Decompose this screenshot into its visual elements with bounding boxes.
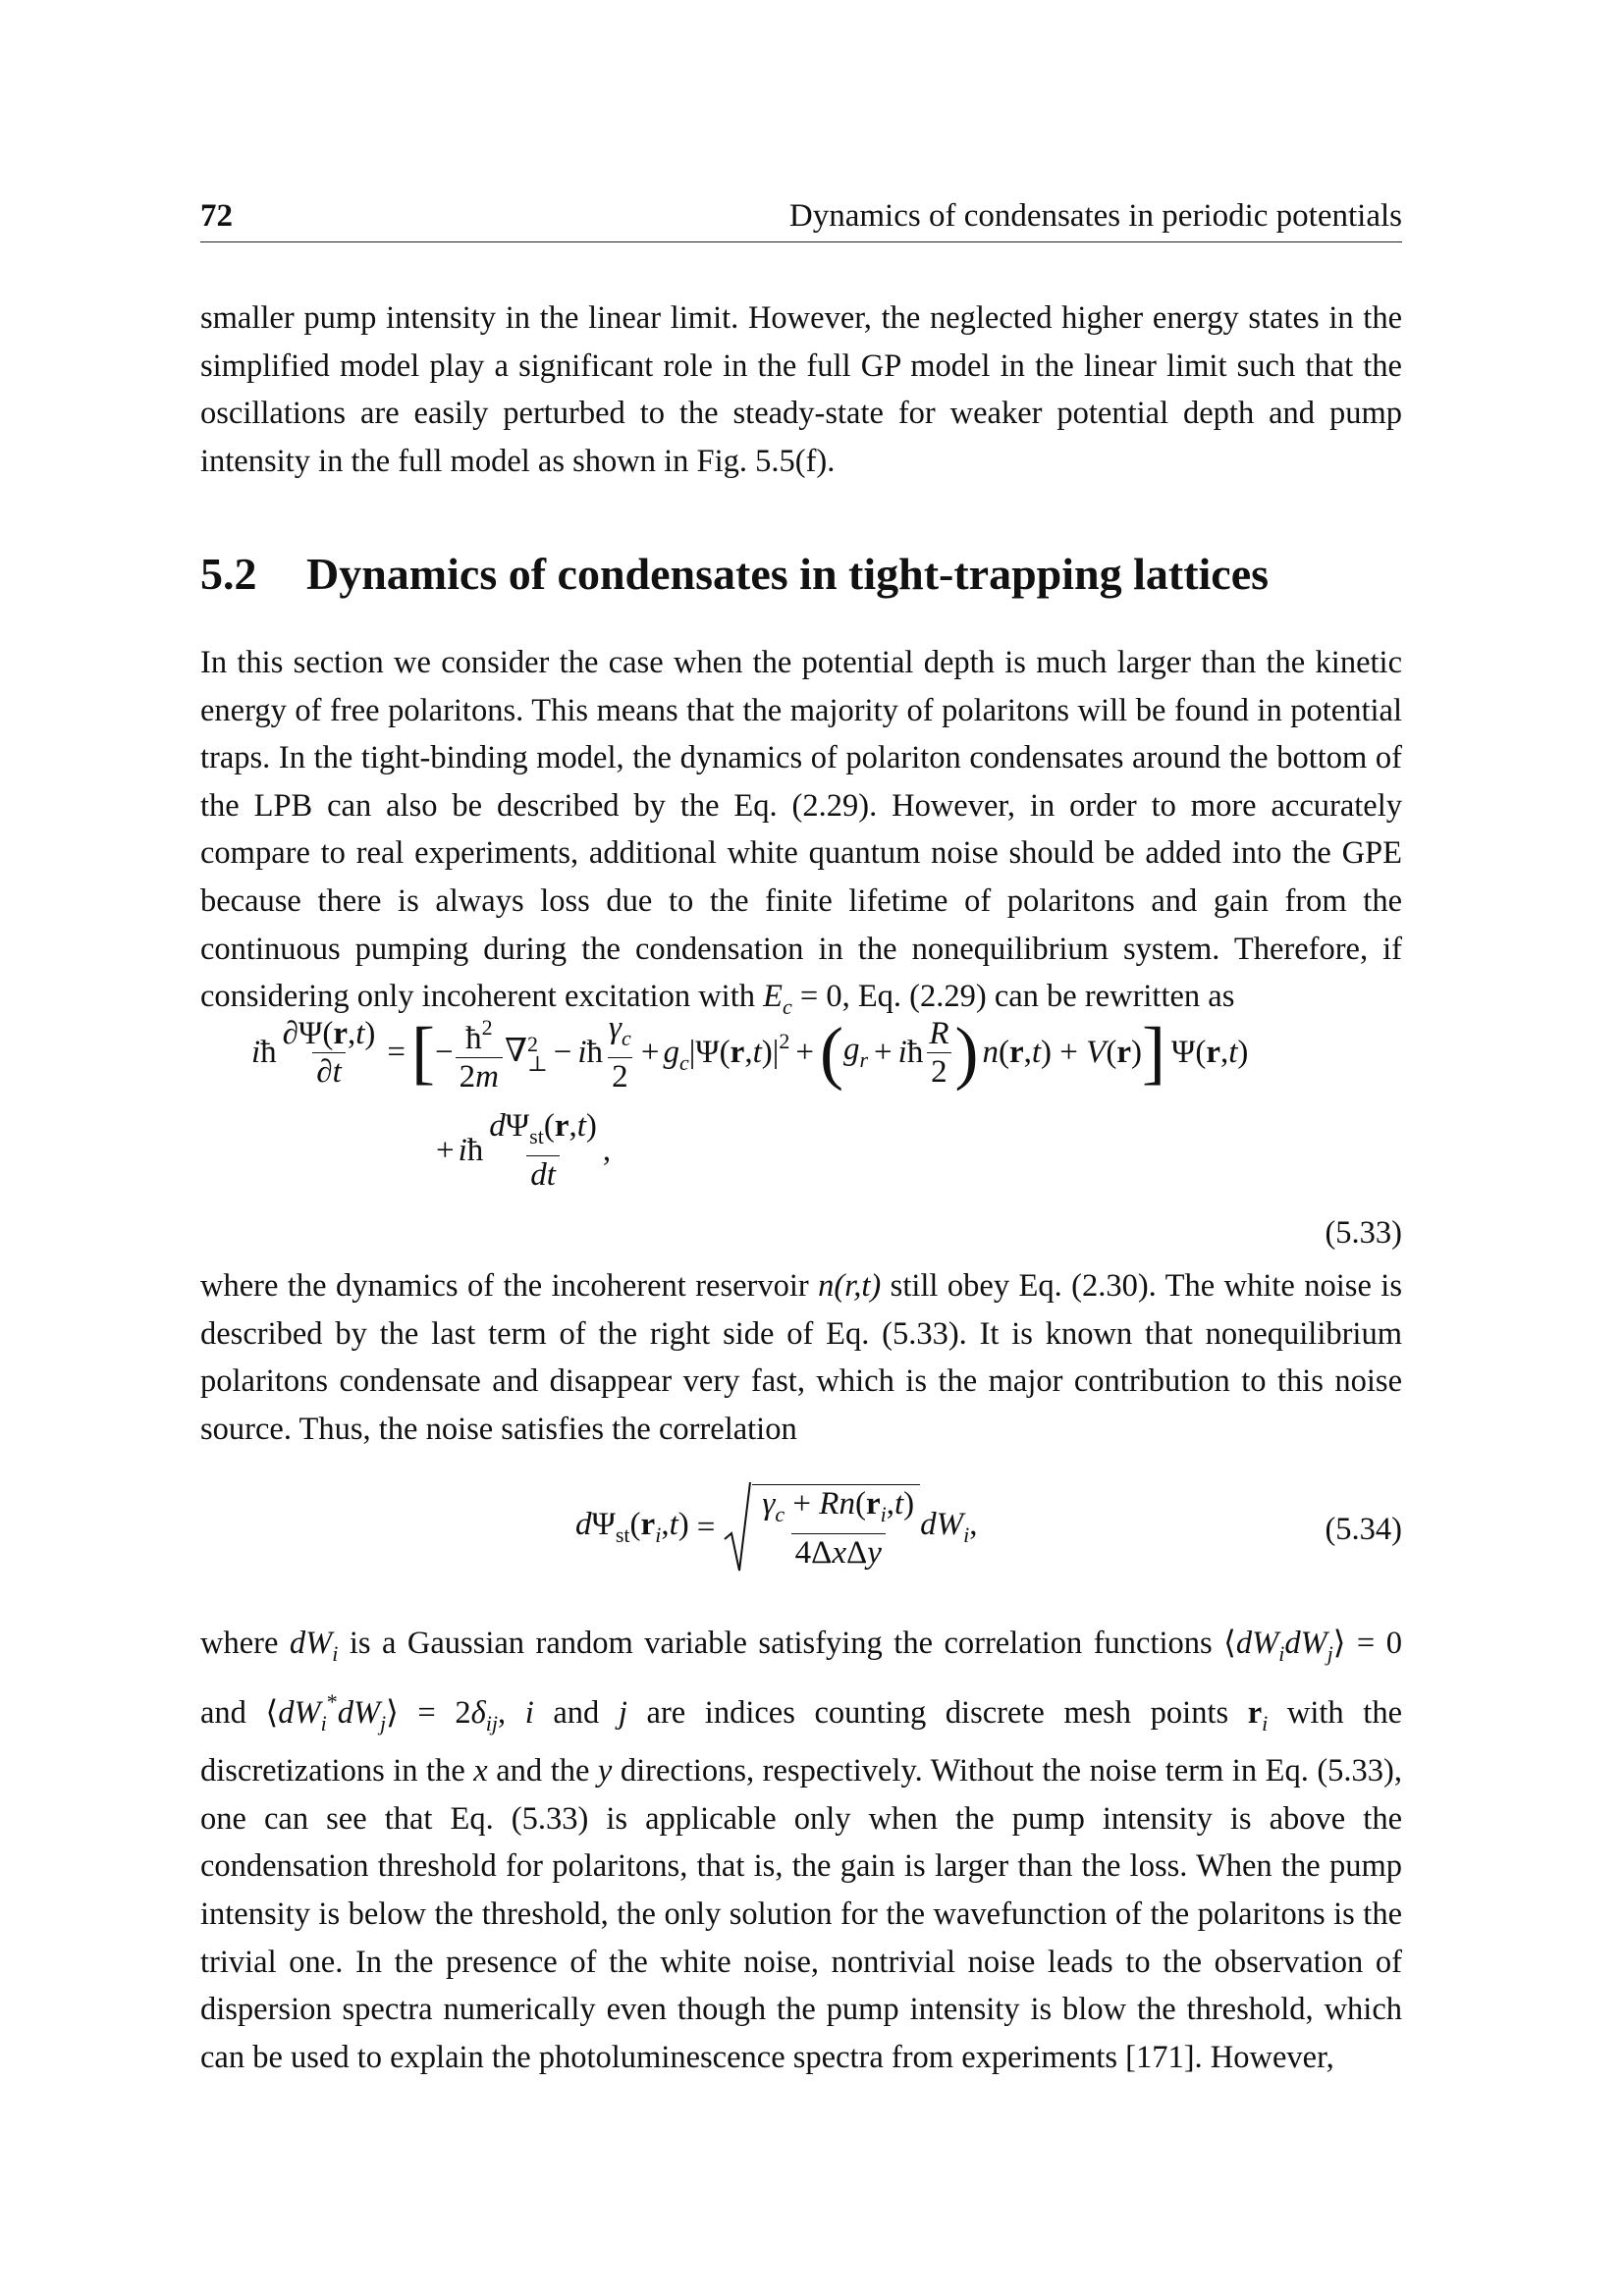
equation-5-33-line1: iħ $\frac{\partial\Psi(r,t)}{\partial t}$ = [ − $\frac{ħ^2}{2m}$ ∇ 2 ⊥ − iħ $\frac{\gamma_c}{2}$ + $g_c|\Psi(r,t)|^2$ + ( $g_r$ + iħ $\frac{R}{2}$ ) n(r,t) + V(r) ] Ψ(r,t)	[251, 1010, 1249, 1095]
running-header	[200, 196, 1402, 242]
paragraph-text: = 0 and	[200, 1626, 1402, 1731]
page-number: 72	[200, 198, 233, 234]
equation-number-5-34: (5.34)	[1325, 1512, 1402, 1547]
paragraph-intro: smaller pump intensity in the linear limit. However, the neglected higher energy states in the simplified model play a significant role in the full GP model in the linear limit such that the oscillations are easily perturbed to the steady-state for weaker potential depth and pump intensity in the full model as shown in Fig. 5.5(f).	[200, 300, 1402, 479]
paragraph-text: is a Gaussian random variable satisfying the correlation functions	[338, 1626, 1224, 1661]
section-title: Dynamics of condensates in tight-trapping lattices	[306, 549, 1270, 599]
equation-5-33-line2: + iħ $\frac{d\Psi_{st}(r,t)}{dt}$ ,	[436, 1108, 612, 1193]
math-subscript: c	[782, 994, 792, 1020]
section-heading	[200, 548, 1402, 600]
paragraph-text: still obey Eq. (2.30). The white noise is described by the last term of the right side of Eq. (5.33). It is known that nonequilibrium polaritons condensate and disappear very fast, which is the major contribution to this noise source. Thus, the noise satisfies the correlation	[200, 1268, 1402, 1447]
paragraph-text: directions, respectively. Without the noise term in Eq. (5.33), one can see that Eq. (5.33) is applicable only when the pump intensity is above the condensation threshold for polaritons, that is, the gain is larger than the loss. When the pump intensity is below the threshold, the only solution for the wavefunction of the polaritons is the trivial one. In the presence of the white noise, nontrivial noise leads to the observation of dispersion spectra numerically even though the pump intensity is blow the threshold, which can be used to explain the photoluminescence spectra from experiments [171]. However,	[200, 1753, 1403, 2075]
paragraph-text: = 2	[398, 1694, 471, 1731]
paragraph-tight-binding	[200, 639, 1402, 1032]
paragraph-text: In this section we consider the case when the potential depth is much larger than the kinetic energy of free polaritons. This means that the majority of polaritons will be found in potential traps. In the tight-binding model, the dynamics of polariton condensates around the bottom of the LPB can also be described by the Eq. (2.29). However, in order to more accurately compare to real experiments, additional white quantum noise should be added into the GPE because there is always loss due to the finite lifetime of polaritons and gain from the continuous pumping during the condensation in the nonequilibrium system. Therefore, if considering only incoherent excitation with	[200, 645, 1402, 1015]
math-symbol: E	[763, 979, 783, 1015]
paragraph-text: with the discretizations in the	[200, 1694, 1402, 1789]
paragraph-text: and the	[487, 1753, 598, 1789]
paragraph-tail: = 0, Eq. (2.29) can be rewritten as	[791, 979, 1235, 1015]
math-inline: n(r,t)	[818, 1268, 882, 1304]
paragraph-text: ,	[497, 1694, 525, 1731]
paragraph-noise	[200, 1262, 1402, 1453]
section-number: 5.2	[200, 549, 257, 599]
equation-5-34-body: $d\Psi_{st}(r_i,t)$ = $\frac{\gamma_c + Rn(r_i,t)}{\text{4ΔxΔy}}$ $dW_i$,	[575, 1480, 978, 1575]
paragraph-gaussian: where $dW_i$ is a Gaussian random variable satisfying the correlation functions $⟨dW_idW_j⟩ = 0$ and $⟨dW_i^*dW_j⟩ = 2\delta_{ij}$, i and j are indices counting discrete mesh points $r_i$ with the discretizations in the x and the y directions, respectively. Without the noise term in Eq. (5.33), one can see that Eq. (5.33) is applicable only when the pump intensity is above the condensation threshold for polaritons, that is, the gain is larger than the loss. When the pump intensity is below the threshold, the only solution for the wavefunction of the polaritons is the trivial one. In the presence of the white noise, nontrivial noise leads to the observation of dispersion spectra numerically even though the pump intensity is blow the threshold, which can be used to explain the photoluminescence spectra from experiments [171]. However,	[200, 1626, 1403, 2075]
paragraph-text: where the dynamics of the incoherent reservoir	[200, 1268, 819, 1304]
paragraph-text: where	[200, 1626, 290, 1661]
sqrt-icon	[723, 1480, 752, 1575]
running-title: Dynamics of condensates in periodic potentials	[788, 198, 1402, 234]
paragraph-text: and	[533, 1694, 619, 1731]
paragraph-text: are indices counting discrete mesh points	[626, 1694, 1248, 1731]
equation-number-5-33: (5.33)	[1325, 1215, 1402, 1251]
